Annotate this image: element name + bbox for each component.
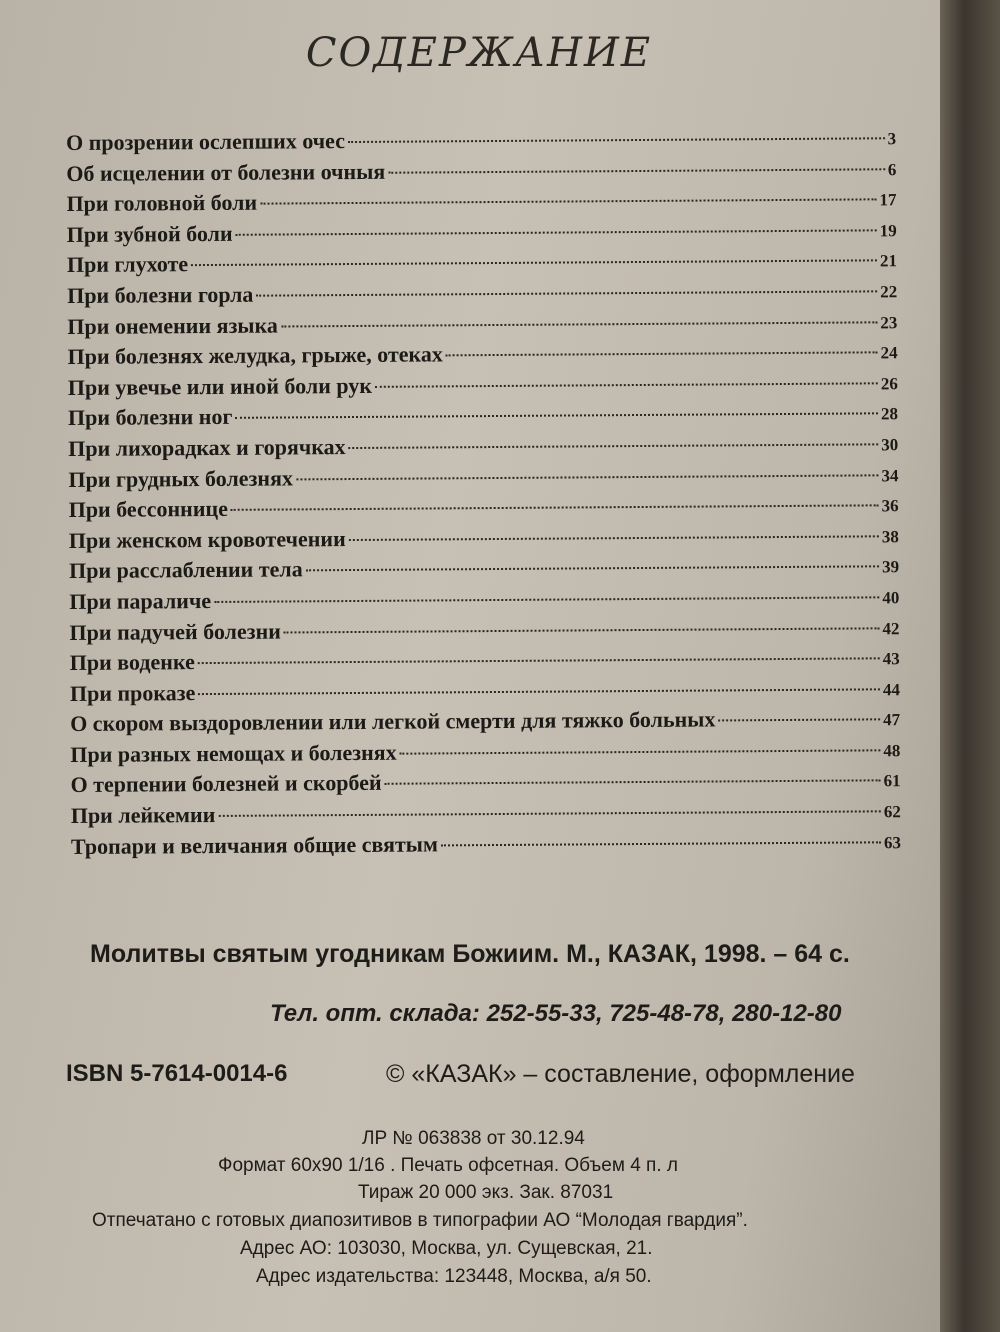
toc-leader-dots: [441, 841, 881, 846]
toc-entry-page: 34: [881, 465, 899, 485]
toc-entry-page: 21: [879, 251, 898, 271]
bibliographic-line: Молитвы святым угодникам Божиим. М., КАЗАК, 1998. – 64 с.: [90, 940, 850, 968]
toc-entry-page: 38: [881, 526, 899, 547]
toc-entry-page: 26: [880, 373, 898, 394]
toc-leader-dots: [231, 504, 879, 511]
toc-entry-label: При грудных болезнях: [68, 464, 294, 492]
toc-leader-dots: [256, 290, 877, 296]
toc-entry-page: 3: [887, 129, 897, 149]
toc-entry-label: При увечье или иной боли рук: [67, 372, 373, 400]
toc-entry-label: О прозрении ослепших очес: [66, 128, 345, 155]
copyright-line: © «КАЗАК» – составление, оформление: [386, 1060, 855, 1088]
toc-leader-dots: [214, 596, 879, 603]
toc-entry-label: Тропари и величания общие святым: [70, 831, 438, 859]
license-line: ЛР № 063838 от 30.12.94: [362, 1128, 585, 1149]
toc-leader-dots: [306, 566, 879, 572]
toc-entry-page: 36: [881, 496, 899, 516]
toc-entry-label: При головной боли: [66, 189, 258, 217]
toc-entry-label: При параличе: [69, 587, 212, 614]
toc-leader-dots: [198, 657, 880, 664]
toc-entry-page: 61: [883, 771, 901, 791]
toc-entry-label: При болезнях желудка, грыже, отеках: [67, 341, 443, 370]
toc-leader-dots: [281, 321, 877, 327]
publisher-address-line: Адрес издательства: 123448, Москва, а/я 50.: [256, 1266, 652, 1287]
toc-entry-page: 48: [883, 741, 901, 761]
toc-leader-dots: [349, 535, 879, 541]
toc-leader-dots: [191, 260, 877, 267]
toc-leader-dots: [284, 627, 880, 633]
print-run-line: Тираж 20 000 экз. Зак. 87031: [358, 1182, 614, 1203]
toc-entry-label: При проказе: [69, 679, 196, 706]
toc-entry-page: 24: [880, 343, 898, 363]
toc-leader-dots: [236, 229, 877, 235]
toc-leader-dots: [388, 168, 885, 173]
toc-entry-label: При онемении языка: [67, 312, 278, 339]
printer-address-line: Адрес АО: 103030, Москва, ул. Сущевская, 21.: [240, 1238, 653, 1259]
printer-line: Отпечатано с готовых диапозитивов в типографии АО “Молодая гвардия”.: [92, 1210, 748, 1231]
toc-leader-dots: [235, 413, 878, 419]
book-spine: [940, 0, 1000, 1332]
toc-leader-dots: [296, 474, 878, 480]
toc-entry-page: 47: [883, 710, 901, 730]
isbn: ISBN 5-7614-0014-6: [66, 1060, 288, 1087]
phone-line: Тел. опт. склада: 252-55-33, 725-48-78, 280-12-80: [270, 1000, 842, 1027]
toc-entry-page: 44: [882, 679, 900, 699]
toc-entry-page: 22: [880, 282, 898, 302]
toc-entry-label: При глухоте: [66, 251, 189, 278]
toc-entry-page: 30: [881, 435, 899, 455]
toc-leader-dots: [218, 810, 880, 817]
toc-entry-label: При расслаблении тела: [68, 556, 303, 584]
toc-entry-label: При падучей болезни: [69, 618, 281, 645]
toc-entry-page: 17: [879, 190, 897, 210]
toc-entry-page: 42: [882, 618, 900, 638]
toc-entry: [71, 828, 901, 864]
toc-leader-dots: [349, 443, 879, 449]
toc-entry-label: Об исцелении от болезни очныя: [66, 158, 386, 186]
toc-entry-page: 19: [879, 220, 897, 241]
toc-leader-dots: [198, 688, 880, 695]
toc-leader-dots: [260, 199, 876, 205]
toc-entry-page: 39: [882, 557, 900, 577]
toc-entry-label: При женском кровотечении: [68, 525, 346, 553]
toc-leader-dots: [718, 719, 880, 722]
toc-entry-page: 40: [882, 588, 900, 608]
toc-entry-label: При болезни горла: [67, 281, 254, 308]
toc-entry-label: При воденке: [69, 649, 195, 676]
page-title: СОДЕРЖАНИЕ: [305, 30, 653, 76]
toc-entry-page: 62: [883, 802, 901, 822]
toc-entry-label: При болезни ног: [67, 404, 233, 431]
format-line: Формат 60x90 1/16 . Печать офсетная. Объем 4 п. л: [218, 1155, 678, 1176]
toc-entry-page: 28: [880, 404, 899, 424]
toc-entry-page: 43: [882, 649, 900, 669]
table-of-contents: [66, 124, 901, 864]
toc-entry-label: О скором выздоровлении или легкой смерти для тяжко больных: [70, 706, 716, 737]
toc-entry-label: О терпении болезней и скорбей: [70, 770, 382, 798]
toc-entry-label: При бессоннице: [68, 496, 228, 523]
toc-entry-page: 6: [887, 159, 897, 179]
toc-leader-dots: [446, 351, 878, 356]
toc-leader-dots: [375, 382, 878, 388]
toc-entry-page: 23: [880, 312, 898, 332]
toc-entry-label: При лейкемии: [70, 802, 216, 829]
toc-entry-page: 63: [883, 832, 902, 852]
toc-leader-dots: [348, 137, 885, 143]
toc-entry-label: При зубной боли: [66, 220, 233, 247]
toc-entry-label: При лихорадках и горячках: [68, 433, 346, 461]
toc-entry-label: При разных немощах и болезнях: [70, 739, 397, 767]
toc-leader-dots: [385, 780, 881, 785]
toc-leader-dots: [400, 749, 881, 754]
